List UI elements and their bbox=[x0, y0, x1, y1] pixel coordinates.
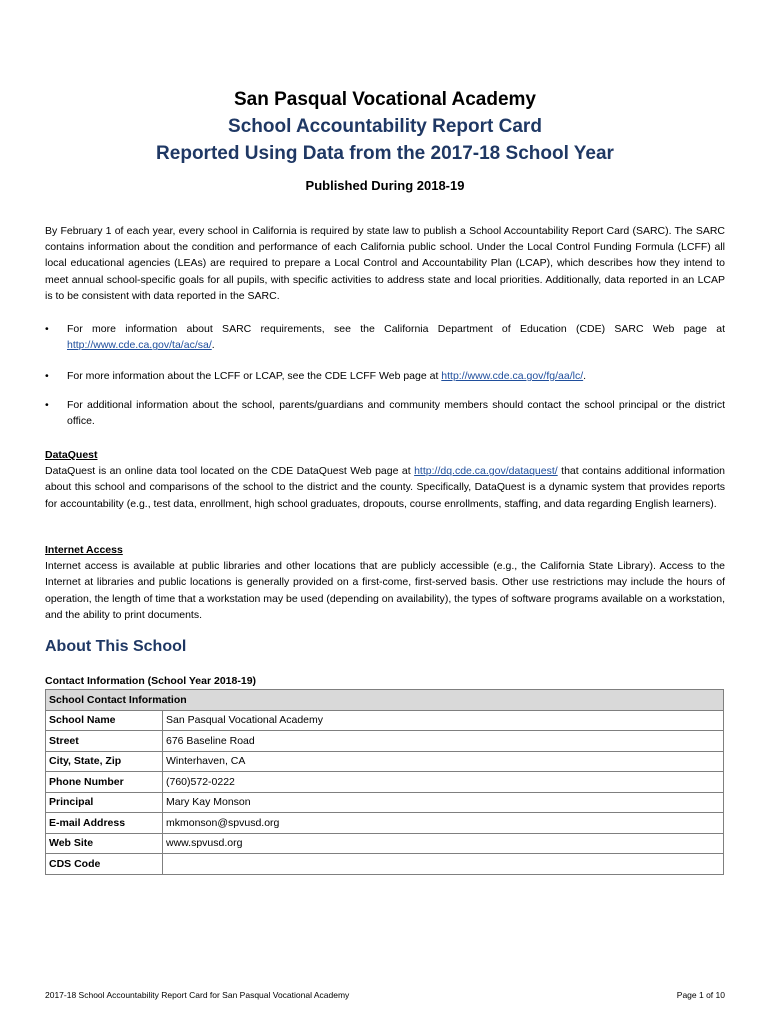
row-value: 676 Baseline Road bbox=[163, 731, 724, 752]
list-item bbox=[45, 397, 725, 429]
table-row bbox=[46, 792, 724, 813]
dataquest-link[interactable]: http://dq.cde.ca.gov/dataquest/ bbox=[414, 465, 558, 478]
row-label: Phone Number bbox=[46, 772, 163, 793]
row-label: Street bbox=[46, 731, 163, 752]
table-row bbox=[46, 731, 724, 752]
bullet-punct: . bbox=[583, 370, 587, 382]
row-value: San Pasqual Vocational Academy bbox=[163, 710, 724, 731]
bullet-marker: • bbox=[45, 399, 49, 411]
dataquest-paragraph bbox=[45, 463, 725, 512]
row-label: Principal bbox=[46, 792, 163, 813]
bullet-marker: • bbox=[45, 323, 49, 335]
row-value: (760)572-0222 bbox=[163, 772, 724, 793]
bullet-text: For more information about the LCFF or LCAP, see the CDE LCFF Web page at bbox=[67, 370, 442, 382]
footer-page-number: Page 1 of 10 bbox=[676, 990, 725, 1000]
row-label: E-mail Address bbox=[46, 813, 163, 834]
row-value: Winterhaven, CA bbox=[163, 751, 724, 772]
table-header-row bbox=[46, 690, 724, 711]
about-school-heading: About This School bbox=[45, 638, 187, 655]
school-name-title: San Pasqual Vocational Academy bbox=[234, 89, 536, 110]
row-label: CDS Code bbox=[46, 854, 163, 875]
bullet-marker: • bbox=[45, 370, 49, 382]
row-value: mkmonson@spvusd.org bbox=[163, 813, 724, 834]
table-row bbox=[46, 772, 724, 793]
published-line: Published During 2018-19 bbox=[305, 178, 465, 193]
list-item bbox=[45, 321, 725, 368]
row-label: City, State, Zip bbox=[46, 751, 163, 772]
report-title: School Accountability Report Card bbox=[228, 116, 542, 137]
report-subtitle: Reported Using Data from the 2017-18 School Year bbox=[156, 143, 614, 164]
internet-access-heading: Internet Access bbox=[45, 544, 123, 556]
table-row bbox=[46, 813, 724, 834]
bullet-punct: . bbox=[211, 339, 215, 352]
dataquest-heading: DataQuest bbox=[45, 449, 98, 461]
row-value: Mary Kay Monson bbox=[163, 792, 724, 813]
row-label: School Name bbox=[46, 710, 163, 731]
intro-paragraph: By February 1 of each year, every school in California is required by state law to publish a School Accountability Report Card (SARC). The SARC contains information about the condition and performance of each California public school. Under the Local Control Funding Formula (LCFF) all local educational agencies (LEAs) are required to prepare a Local Control and Accountability Plan (LCAP), which describes how they intend to meet annual school-specific goals for all pupils, with specific activities to address state and local priorities. Additionally, data reported in an LCAP is to be consistent with data reported in the SARC. bbox=[45, 225, 725, 302]
contact-info-table bbox=[45, 689, 724, 875]
list-item bbox=[45, 368, 725, 397]
title-block bbox=[0, 86, 770, 195]
table-row bbox=[46, 710, 724, 731]
row-value: www.spvusd.org bbox=[163, 833, 724, 854]
info-bullet-list bbox=[45, 321, 725, 429]
bullet-text: For more information about SARC requirements, see the California Department of Education (CDE) SARC Web page at bbox=[67, 323, 725, 335]
table-row bbox=[46, 833, 724, 854]
lcff-link[interactable]: http://www.cde.ca.gov/fg/aa/lc/ bbox=[441, 370, 584, 382]
footer-document-title: 2017-18 School Accountability Report Card for San Pasqual Vocational Academy bbox=[45, 990, 350, 1000]
dataquest-text-cont: that contains additional information about this school and comparisons of the school to the district and the county. Specifically, DataQuest is a dynamic system that provides reports for accountability (e.g., test data, enrollment, high school graduates, dropouts, course enrollments, staffing, and data regarding English learners). bbox=[45, 465, 725, 510]
sarc-link[interactable]: http://www.cde.ca.gov/ta/ac/sa/ bbox=[67, 339, 212, 352]
bullet-text: For additional information about the school, parents/guardians and community members should contact the school principal or the district office. bbox=[67, 399, 725, 428]
contact-info-caption: Contact Information (School Year 2018-19) bbox=[45, 675, 257, 687]
table-row bbox=[46, 751, 724, 772]
table-row bbox=[46, 854, 724, 875]
internet-access-paragraph: Internet access is available at public libraries and other locations that are publicly accessible (e.g., the California State Library). Access to the Internet at libraries and public locations is generally provided on a first-come, first-served basis. Other use restrictions may include the hours of operation, the length of time that a workstation may be used (depending on availability), the types of software programs available on a workstation, and the ability to print documents. bbox=[45, 560, 725, 621]
row-label: Web Site bbox=[46, 833, 163, 854]
dataquest-text: DataQuest is an online data tool located on the CDE DataQuest Web page at bbox=[45, 465, 415, 478]
row-value bbox=[163, 854, 724, 875]
internet-access-section bbox=[45, 542, 725, 623]
table-header-cell: School Contact Information bbox=[46, 690, 724, 711]
dataquest-section bbox=[45, 447, 725, 512]
